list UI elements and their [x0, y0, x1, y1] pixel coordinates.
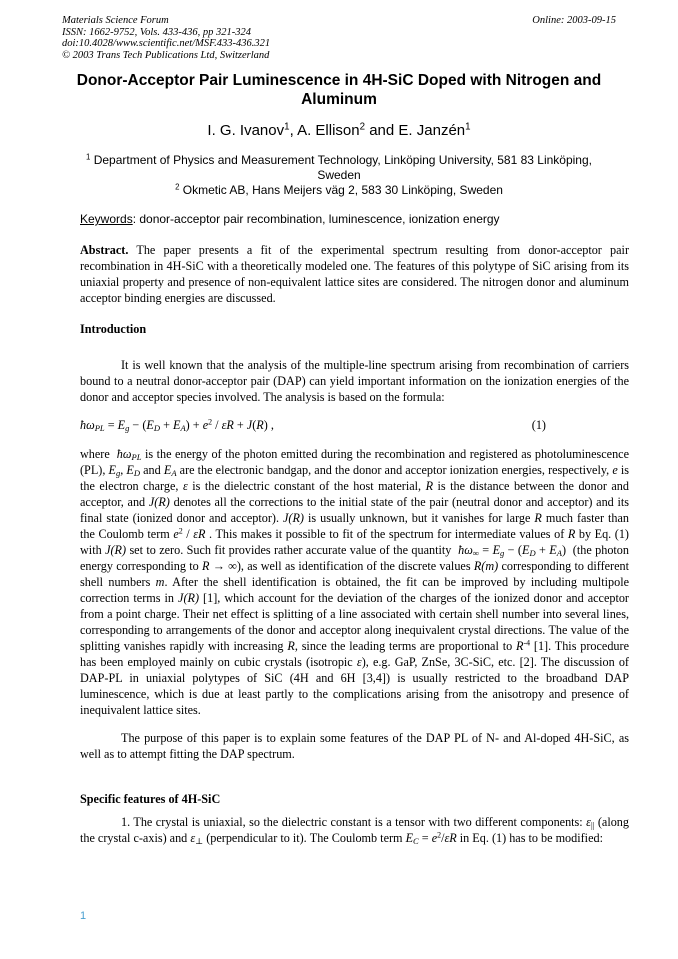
- author-affiliation-mark: 1: [465, 121, 471, 133]
- abstract-label: Abstract.: [80, 243, 129, 257]
- journal-name: Materials Science Forum: [62, 15, 169, 26]
- affiliation-mark: 1: [86, 152, 91, 162]
- author-name: E. Janzén: [398, 122, 466, 139]
- affiliation-text: Okmetic AB, Hans Meijers väg 2, 583 30 Linköping, Sweden: [182, 183, 503, 197]
- keywords-text: : donor-acceptor pair recombination, luminescence, ionization energy: [132, 212, 500, 226]
- author-name: I. G. Ivanov: [207, 122, 285, 139]
- paragraph: It is well known that the analysis of the multiple-line spectrum arising from recombination of carriers bound to a neutral donor-acceptor pair (DAP) can yield important information on the ionization energies of the donor and acceptor species involved. The analysis is based on the formula:: [80, 358, 629, 405]
- equation-number: (1): [531, 418, 546, 433]
- paper-title: Donor-Acceptor Pair Luminescence in 4H-SiC Doped with Nitrogen and Aluminum: [76, 72, 602, 108]
- author-separator: ,: [289, 122, 298, 139]
- affiliation-2: [80, 183, 598, 198]
- paragraph: where $ħ\omega_{PL}$ is the energy of the photon emitted during the recombination and registered as photoluminescence (PL), $E_g$, $E_D$ and $E_A$ are the electronic bandgap, and the donor and acceptor ionization energies, respectively, e is the electron charge, ε is the dielectric constant of the host material, R is the distance between the donor and acceptor, and J(R) denotes all the corrections to the initial state of the pair (neutral donor and acceptor) and its final state (ionized donor and acceptor). J(R) is usually unknown, but it vanishes for large R much faster than the Coulomb term $e^2$ / εR . This makes it possible to fit of the spectrum for intermediate values of R by Eq. (1) with J(R) set to zero. Such fit provides rather accurate value of the quantity $ħ\omega_\infty = E_g - (E_D + E_A)$ (the photon energy corresponding to R → ∞), as well as identification of the discrete values R(m) corresponding to different shell numbers m. After the shell identification is obtained, the fit can be improved by including multipole correction terms in J(R) [1], which account for the deviation of the charges of the ionized donor and acceptor from a point charge. Their net effect is splitting of a line associated with certain shell number into several lines, corresponding to arrangements of the donor and acceptor along inequivalent crystal directions. The value of the splitting vanishes rapidly with increasing R, since the leading terms are proportional to $R^{-4}$ [1]. This procedure has been employed mainly on cubic crystals (isotropic ε), e.g. GaP, ZnSe, 3C-SiC, etc. [2]. The discussion of DAP-PL in uniaxial polytypes of SiC (4H and 6H [3,4]) is usually restricted to the broadband DAP luminescence, which is due at least partly to the complications arising from the anisotropy and presence of inequivalent lattice sites.: [80, 446, 629, 717]
- paragraph: 1. The crystal is uniaxial, so the dielectric constant is a tensor with two different components: $\varepsilon_{||}$ (along the crystal c-axis) and $\varepsilon_\perp$ (perpendicular to it). The Coulomb term $E_C = e^2/\varepsilon R$ in Eq. (1) has to be modified:: [80, 815, 629, 847]
- doi-line[interactable]: doi:10.4028/www.scientific.net/MSF.433-436.321: [62, 38, 271, 49]
- affiliation-mark: 2: [175, 182, 180, 192]
- author-separator: and: [365, 122, 399, 139]
- author-name: A. Ellison: [297, 122, 360, 139]
- keywords-label: Keywords: [80, 212, 133, 226]
- journal-header: [62, 15, 616, 61]
- section-heading-specific-features: Specific features of 4H-SiC: [80, 792, 221, 806]
- author-list: [62, 122, 616, 139]
- affiliation-1: [80, 153, 598, 183]
- page-number: 1: [80, 910, 87, 922]
- online-date: Online: 2003-09-15: [532, 15, 616, 26]
- section-heading-introduction: Introduction: [80, 322, 147, 336]
- issn-line: ISSN: 1662-9752, Vols. 433-436, pp 321-324: [62, 26, 251, 38]
- equation-1: $ħ\omega_{PL} = E_g - (E_D + E_A) + e^2 / \varepsilon R + J(R)$ , (1): [80, 418, 546, 434]
- author-affiliation-mark: 1: [284, 121, 290, 133]
- copyright-line: © 2003 Trans Tech Publications Ltd, Switzerland: [62, 49, 270, 61]
- author-affiliation-mark: 2: [359, 121, 366, 133]
- paragraph: The purpose of this paper is to explain some features of the DAP PL of N- and Al-doped 4H-SiC, as well as to attempt fitting the DAP spectrum.: [80, 730, 629, 761]
- introduction-text: [80, 345, 629, 774]
- affiliation-text: Department of Physics and Measurement Technology, Linköping University, 581 83 Linköping, Sweden: [93, 153, 592, 182]
- abstract: [80, 242, 629, 306]
- keywords: [80, 212, 620, 226]
- abstract-text: The paper presents a fit of the experimental spectrum resulting from donor-acceptor pair recombination in 4H-SiC with a theoretically modeled one. The features of this polytype of SiC arising from its uniaxial property and presence of non-equivalent lattice sites are considered. The nitrogen donor and aluminum acceptor binding energies are discussed.: [80, 243, 629, 305]
- affiliations: [80, 153, 598, 198]
